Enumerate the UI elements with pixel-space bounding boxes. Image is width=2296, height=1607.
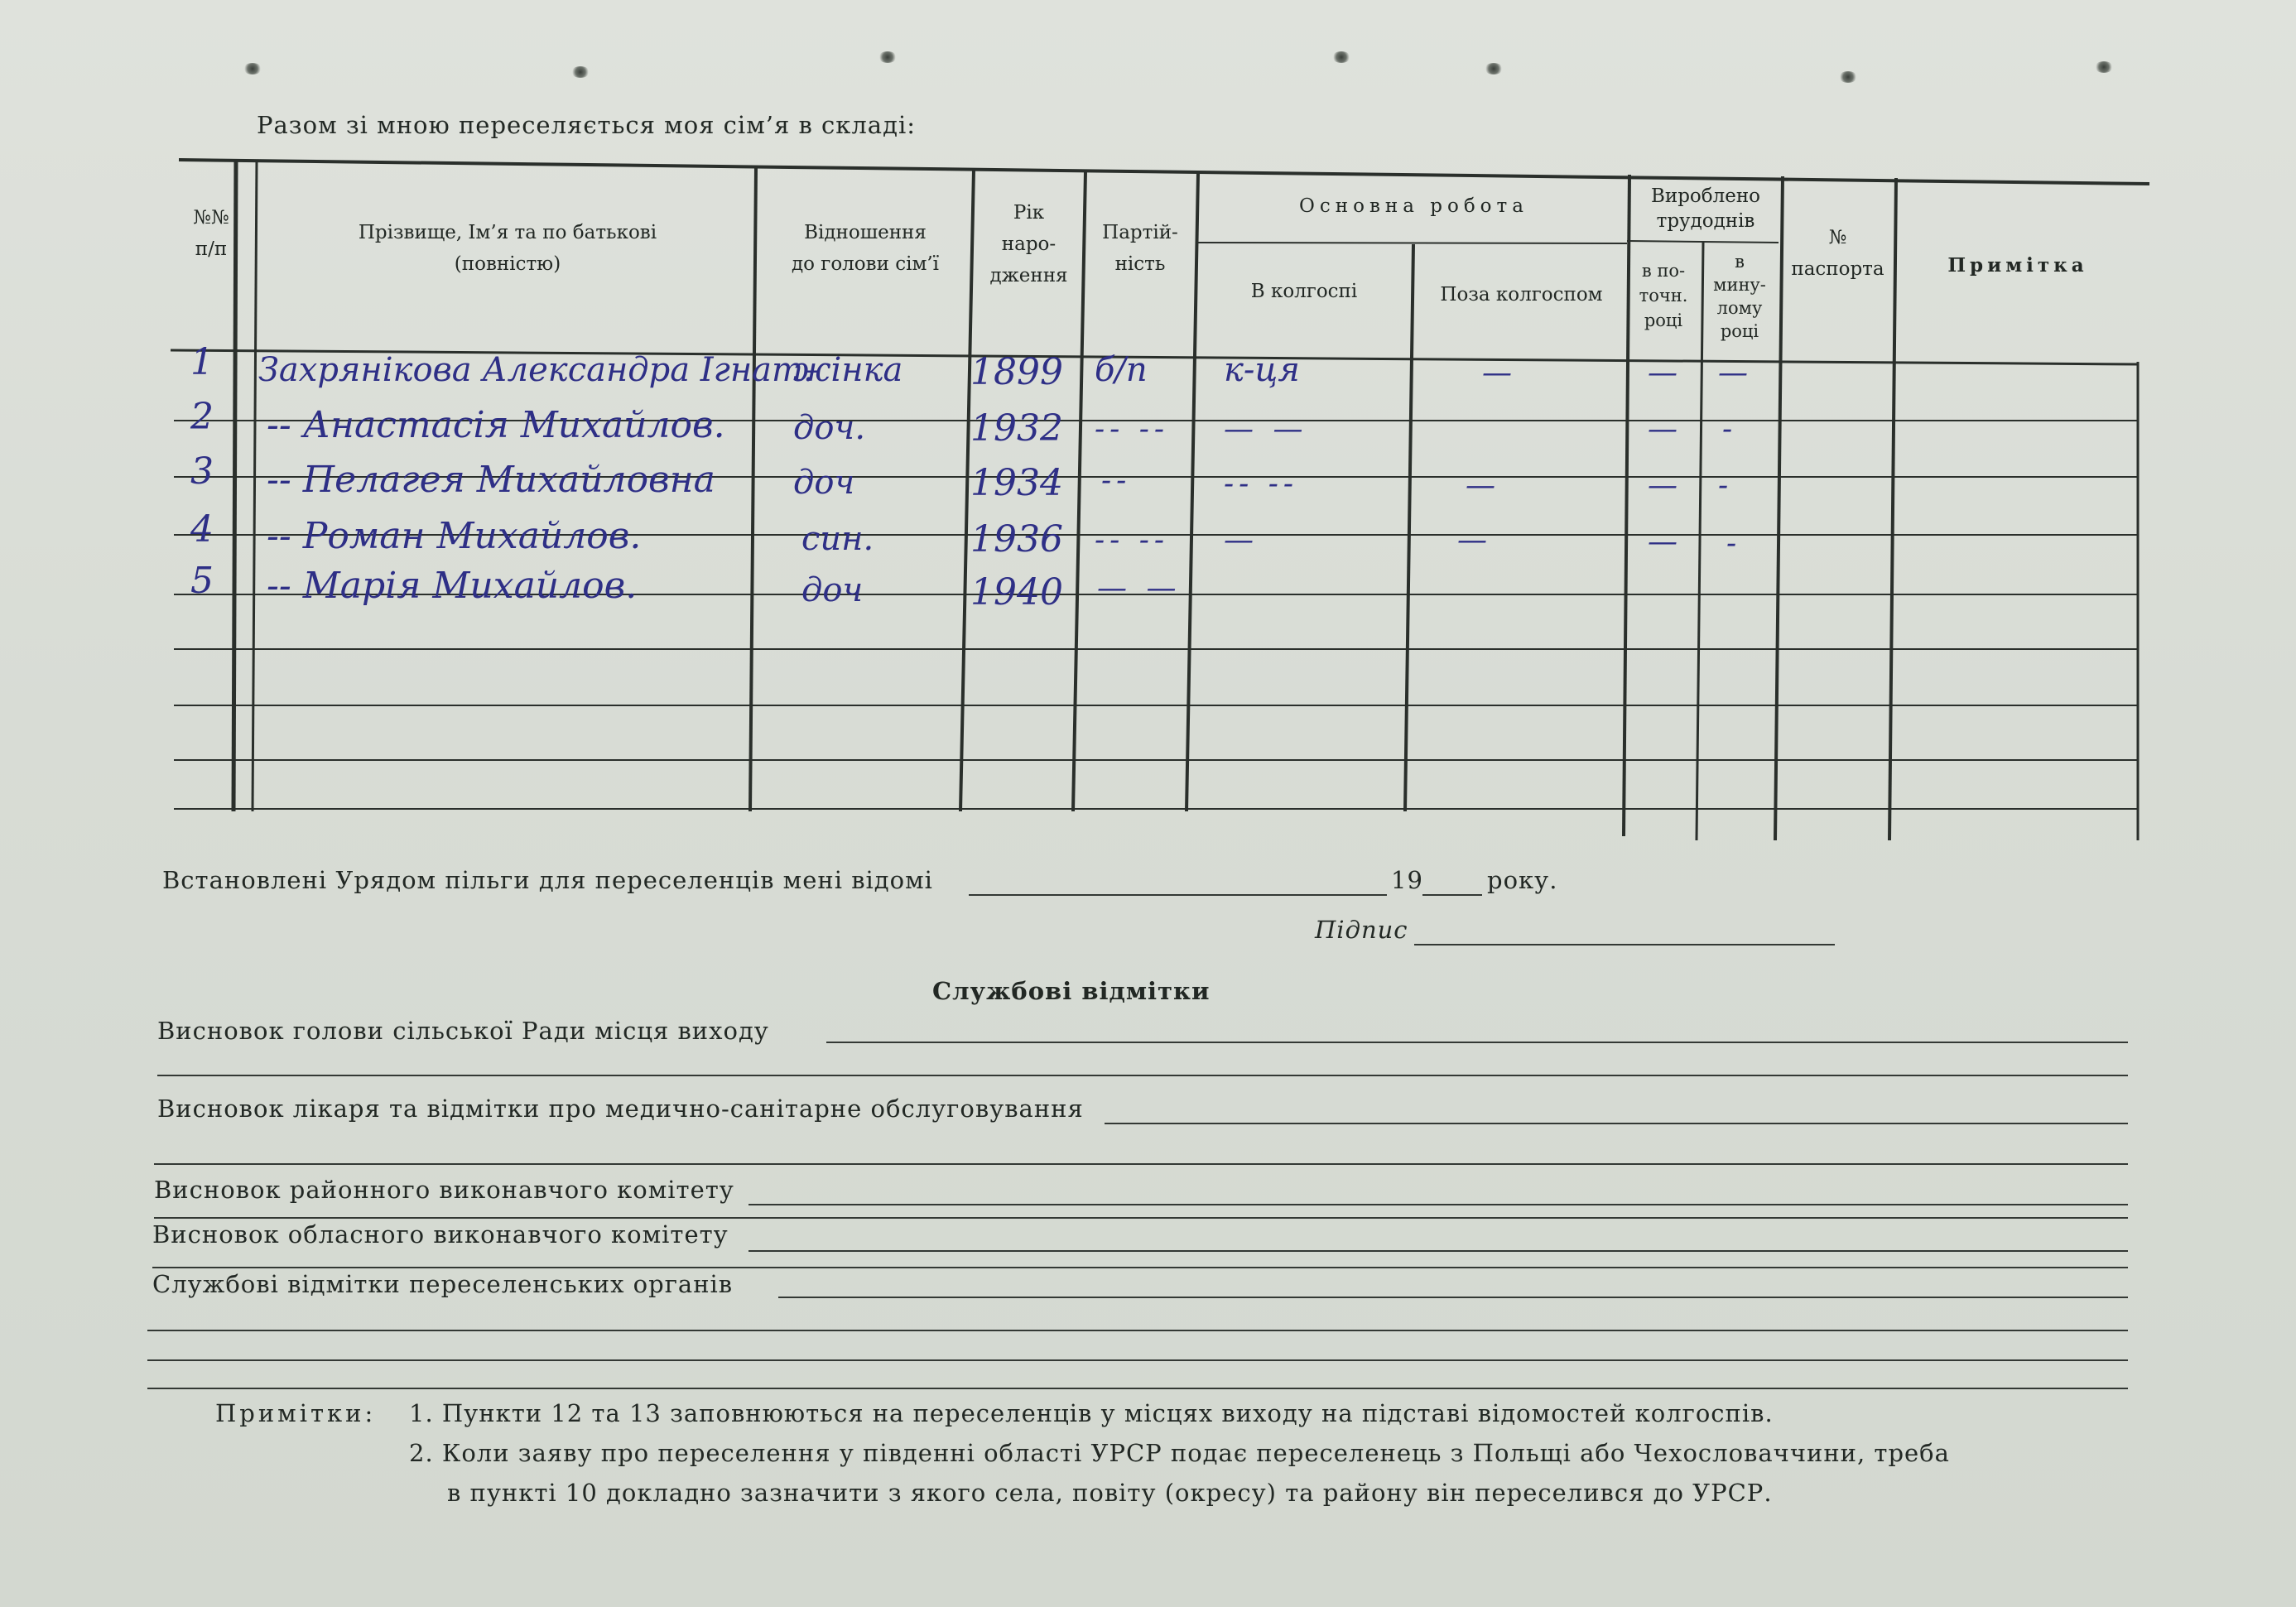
doctor-fill-2	[154, 1163, 2128, 1165]
district-fill-2	[154, 1217, 2128, 1219]
col-workdays-previous: в мину- лому році	[1713, 252, 1766, 341]
row-party: -- --	[1095, 523, 1170, 557]
col-party: Партій- ність	[1102, 222, 1178, 275]
col-relation: Відношення до голови сім’ї	[791, 222, 940, 275]
row-kolkhoz: -- --	[1224, 467, 1299, 501]
row-number: 1	[190, 341, 214, 383]
col-full-name: Прізвище, Ім’я та по батькові (повністю)	[358, 222, 657, 275]
note-2-continued: в пункті 10 докладно зазначити з якого села, повіту (окресу) та району він переселився до УРСР.	[447, 1479, 1773, 1507]
row-name: -- Марія Михайлов.	[267, 565, 638, 607]
year-fill-line	[1422, 894, 1482, 896]
row-current: —	[1648, 412, 1682, 446]
resettlement-marks: Службові відмітки переселенських органів	[152, 1270, 734, 1298]
regional-committee-conclusion: Висновок обласного виконавчого комітету	[152, 1220, 729, 1249]
row-relation: доч.	[793, 409, 866, 447]
doctor-fill-1	[1105, 1123, 2128, 1124]
row-outside: —	[1466, 469, 1500, 503]
col-birth-year: Рік наро- дження	[989, 202, 1068, 286]
row-previous: -	[1722, 412, 1738, 446]
note-1: 1. Пункти 12 та 13 заповнюються на переселенців у місцях виходу на підставі відомостей колгоспів.	[409, 1399, 1774, 1427]
family-intro: Разом зі мною переселяється моя сім’я в складі:	[257, 111, 917, 139]
regional-fill-1	[748, 1250, 2128, 1252]
row-year: 1932	[970, 407, 1063, 450]
col-main-work: Основна робота	[1299, 195, 1528, 217]
row-kolkhoz: — —	[1224, 412, 1308, 446]
row-relation: син.	[801, 520, 874, 558]
village-council-conclusion: Висновок голови сільської Ради місця виходу	[157, 1017, 769, 1045]
row-previous: —	[1718, 356, 1753, 390]
row-current: —	[1648, 525, 1682, 559]
row-party: — —	[1097, 571, 1182, 605]
note-2: 2. Коли заяву про переселення у південні області УРСР подає переселенець з Польщі або Чехословаччини, треба	[409, 1439, 1950, 1467]
row-relation: доч	[793, 464, 855, 502]
col-in-kolkhoz: В колгоспі	[1250, 281, 1358, 302]
row-relation: жінка	[793, 351, 903, 389]
regional-fill-2	[152, 1267, 2128, 1268]
row-year: 1934	[970, 462, 1063, 504]
row-year: 1940	[970, 571, 1063, 613]
row-current: —	[1648, 469, 1682, 503]
row-relation: доч	[801, 571, 864, 609]
row-number: 5	[190, 560, 214, 602]
year-suffix: року.	[1487, 866, 1558, 894]
col-outside-kolkhoz: Поза колгоспом	[1440, 284, 1603, 306]
row-outside: —	[1457, 523, 1492, 557]
row-outside: —	[1482, 356, 1517, 390]
row-name: -- Пелагея Михайловна	[267, 459, 715, 501]
row-name: Захрянікова Александра Ігнат.	[258, 351, 814, 389]
row-name: -- Роман Михайлов.	[267, 515, 642, 557]
signature-label: Підпис	[1315, 916, 1408, 944]
row-previous: -	[1726, 527, 1742, 561]
row-number: 4	[190, 508, 214, 551]
row-current: —	[1648, 356, 1682, 390]
resettlement-fill-3	[147, 1359, 2128, 1361]
privileges-fill-line	[969, 894, 1387, 896]
row-kolkhoz: —	[1224, 523, 1259, 557]
row-party: -- --	[1095, 412, 1170, 446]
col-workdays: Вироблено трудоднів	[1650, 185, 1761, 232]
row-year: 1899	[970, 351, 1063, 393]
row-number: 2	[190, 396, 214, 438]
privileges-statement: Встановлені Урядом пільги для переселенців мені відомі	[162, 866, 933, 894]
district-committee-conclusion: Висновок районного виконавчого комітету	[154, 1176, 734, 1204]
year-prefix: 19	[1391, 866, 1423, 894]
official-marks-title: Службові відмітки	[932, 977, 1211, 1005]
resettlement-fill-1	[778, 1297, 2128, 1298]
row-year: 1936	[970, 518, 1063, 561]
doctor-conclusion: Висновок лікаря та відмітки про медично-санітарне обслуговування	[157, 1095, 1084, 1123]
district-fill-1	[748, 1204, 2128, 1205]
village-council-fill-2	[157, 1075, 2128, 1076]
row-number: 3	[190, 450, 214, 493]
row-party: б/п	[1095, 351, 1148, 389]
village-council-fill-1	[826, 1042, 2128, 1043]
resettlement-fill-4	[147, 1388, 2128, 1389]
row-party: --	[1101, 464, 1132, 498]
row-kolkhoz: к-ця	[1224, 351, 1300, 389]
col-remarks: Примітка	[1947, 254, 2088, 277]
notes-label: Примітки:	[215, 1399, 377, 1427]
col-passport: № паспорта	[1791, 227, 1884, 280]
resettlement-fill-2	[147, 1330, 2128, 1331]
row-name: -- Анастасія Михайлов.	[267, 404, 725, 446]
col-workdays-current: в по- точн. році	[1639, 261, 1688, 330]
signature-fill-line	[1414, 944, 1835, 945]
row-previous: -	[1718, 469, 1734, 503]
col-number: №№ п/п	[193, 207, 229, 260]
